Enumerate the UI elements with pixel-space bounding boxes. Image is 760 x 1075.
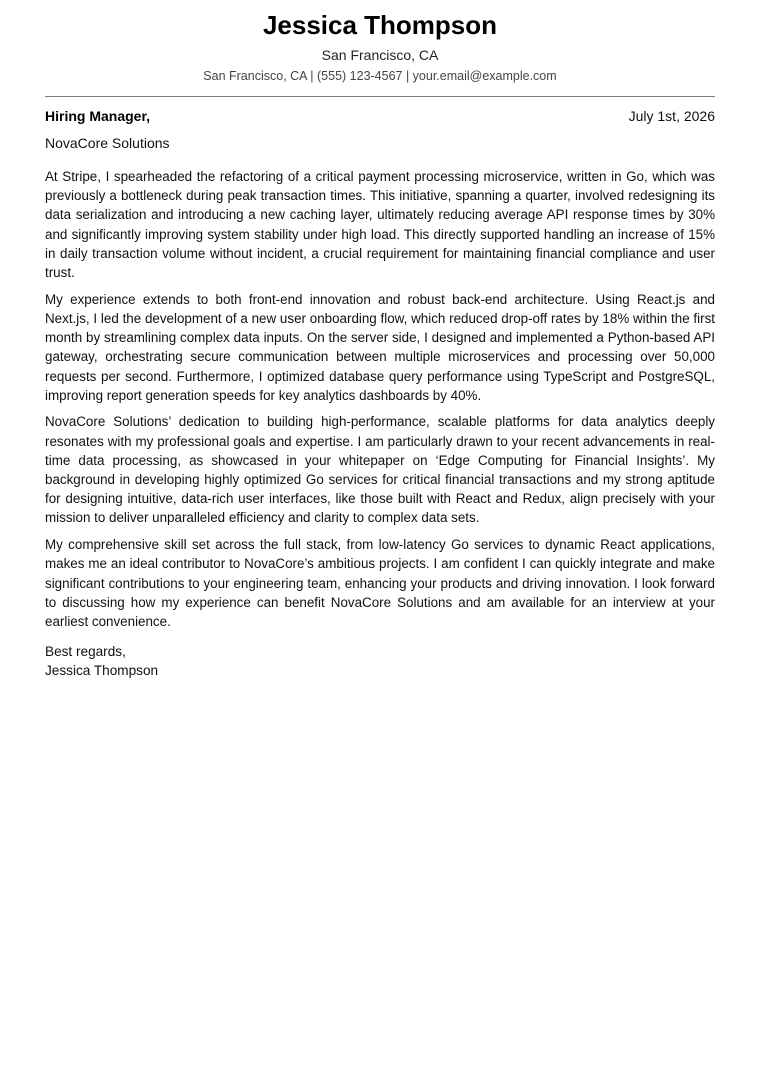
applicant-location: San Francisco, CA: [321, 47, 439, 63]
letter-closing: [45, 642, 715, 680]
signature-name: Jessica Thompson: [45, 663, 159, 679]
applicant-name: Jessica Thompson: [262, 10, 498, 40]
greeting-date-row: [45, 107, 715, 125]
body-paragraph-4: My comprehensive skill set across the full stack, from low-latency Go services to dynamic React applications, makes me an ideal contributor to NovaCore’s ambitious projects. I am confident I can quickly integrate and make significant contributions to your engineering team, enhancing your products and driving innovation. I look forward to discussing how my experience can benefit NovaCore Solutions and am available for an interview at your earliest convenience.: [45, 537, 715, 629]
signoff: Best regards,: [45, 644, 126, 660]
header-divider: [45, 96, 715, 97]
body-paragraph-1: At Stripe, I spearheaded the refactoring of a critical payment processing microservice, written in Go, which was previously a bottleneck during peak transaction times. This initiative, spanning a quarter, involved redesigning its data serialization and introducing a new caching layer, ultimately reducing average API response times by 30% and significantly improving system stability under high load. This directly supported handling an increase of 15% in daily transaction volume without incident, a crucial requirement for maintaining financial compliance and user trust.: [45, 169, 715, 281]
letter-header: [45, 0, 715, 84]
letter-body: [45, 167, 715, 631]
body-paragraph-2: My experience extends to both front-end innovation and robust back-end architecture. Using React.js and Next.js, I led the development of a new user onboarding flow, which reduced drop-off rates by 18% within the first month by streamlining complex data inputs. On the server side, I designed and implemented a Python-based API gateway, orchestrating secure communication between multiple microservices and processing over 50,000 requests per second. Furthermore, I optimized database query performance using TypeScript and PostgreSQL, improving report generation speeds for key analytics dashboards by 40%.: [45, 291, 715, 403]
recipient-company: NovaCore Solutions: [45, 135, 170, 151]
body-paragraph-3: NovaCore Solutions’ dedication to building high-performance, scalable platforms for data analytics deeply resonates with my professional goals and expertise. I am particularly drawn to your recent advancements in real-time data processing, as showcased in your whitepaper on ‘Edge Computing for Financial Insights’. My background in developing highly optimized Go services for critical financial transactions and my strong aptitude for designing intuitive, data-rich user interfaces, like those built with React and Redux, align precisely with your mission to deliver unparalleled efficiency and clarity to complex data sets.: [45, 414, 715, 526]
contact-line: San Francisco, CA | (555) 123-4567 | your.email@example.com: [203, 69, 557, 83]
letter-date: July 1st, 2026: [628, 108, 715, 124]
greeting: Hiring Manager,: [45, 108, 151, 124]
